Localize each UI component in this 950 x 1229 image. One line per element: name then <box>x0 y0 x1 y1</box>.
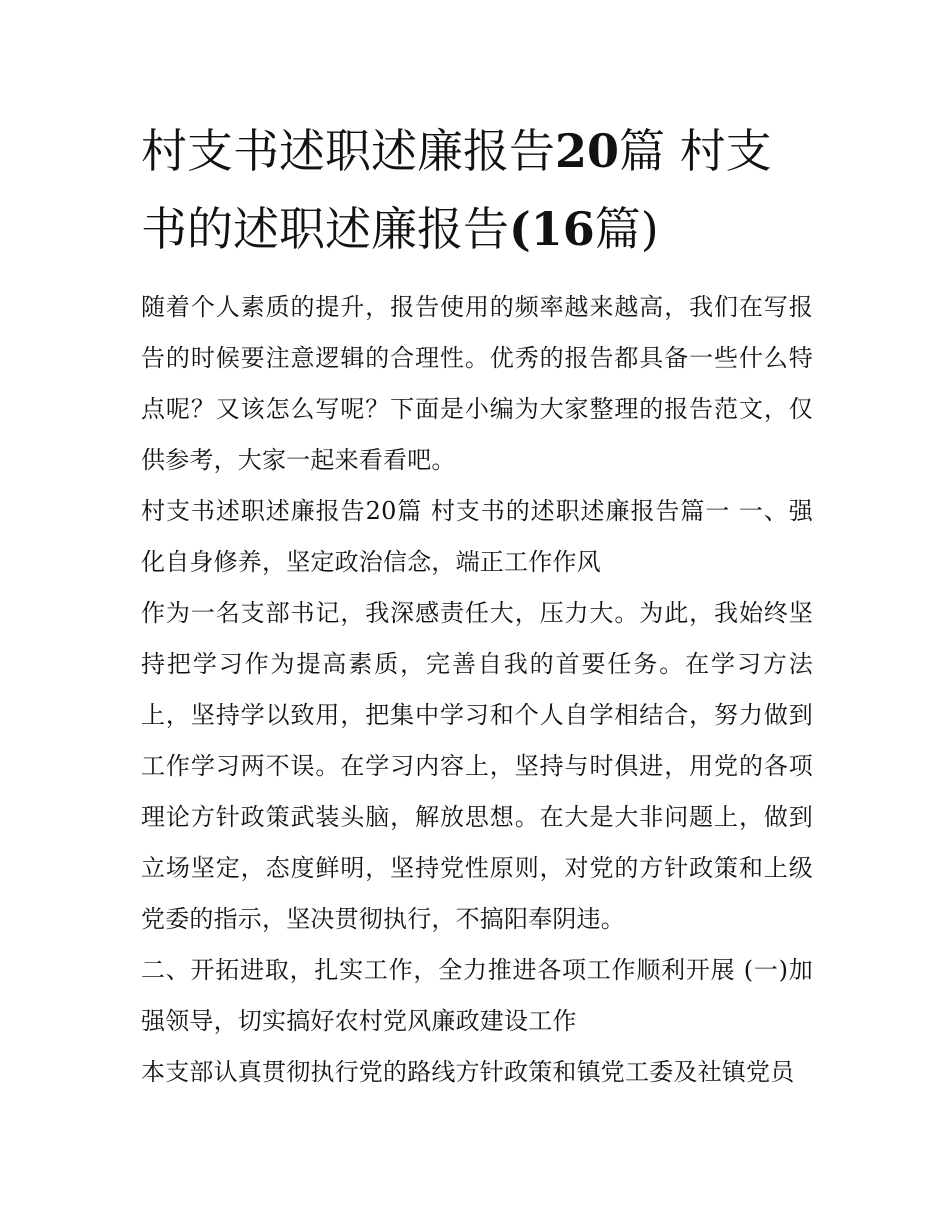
section-heading-paragraph: 二、开拓进取，扎实工作，全力推进各项工作顺利开展 (一)加强领导，切实搞好农村党风廉政建设工作 <box>141 956 813 1035</box>
title-text-part: 篇 村支书的述职述廉报告 <box>141 124 772 256</box>
title-number: 20 <box>555 124 620 178</box>
section-heading-paragraph: 村支书述职述廉报告20篇 村支书的述职述廉报告篇一 一、强化自身修养，坚定政治信念，端正工作作风 <box>141 497 813 576</box>
intro-paragraph: 随着个人素质的提升，报告使用的频率越来越高，我们在写报告的时候要注意逻辑的合理性。优秀的报告都具备一些什么特点呢？又该怎么写呢？下面是小编为大家整理的报告范文，仅供参考，大家一起来看看吧。 <box>141 293 813 474</box>
title-text-part: 村支书述职述廉报告 <box>141 124 555 178</box>
title-text-part: 篇) <box>594 202 659 256</box>
title-number: (16 <box>509 202 595 256</box>
document-body <box>141 282 813 1098</box>
body-paragraph: 本支部认真贯彻执行党的路线方针政策和镇党工委及社镇党员 <box>141 1058 795 1086</box>
document-content <box>141 112 813 1098</box>
body-paragraph: 作为一名支部书记，我深感责任大，压力大。为此，我始终坚持把学习作为提高素质，完善自我的首要任务。在学习方法上，坚持学以致用，把集中学习和个人自学相结合，努力做到工作学习两不误。在学习内容上，坚持与时俱进，用党的各项理论方针政策武装头脑，解放思想。在大是大非问题上，做到立场坚定，态度鲜明，坚持党性原则，对党的方针政策和上级党委的指示，坚决贯彻执行，不搞阳奉阴违。 <box>141 599 813 933</box>
document-title <box>141 112 813 268</box>
